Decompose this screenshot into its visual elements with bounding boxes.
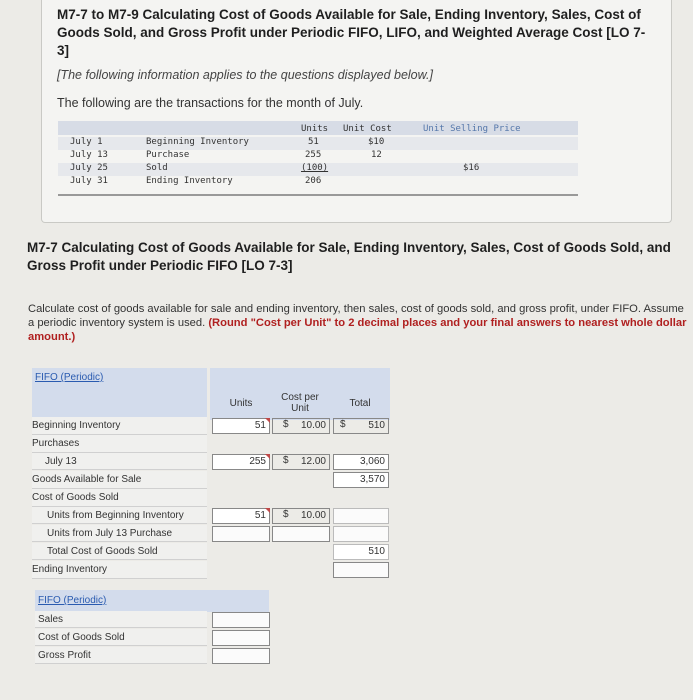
row-purchases: Purchases [32, 435, 207, 453]
question-title: M7-7 Calculating Cost of Goods Available for Sale, Ending Inventory, Sales, Cost of Goods Sold, and Gross Profit under Periodic FIFO [LO 7-3] [27, 240, 671, 273]
column-total: Total [349, 398, 371, 409]
beginning-cost-input[interactable]: 10.00 [272, 418, 330, 434]
txn-units: 255 [305, 150, 322, 160]
txn-price: $16 [463, 163, 480, 173]
cogs-beginning-units-input[interactable]: 51 [212, 508, 270, 524]
txn-date: July 1 [70, 137, 103, 147]
txn-date: July 13 [70, 150, 108, 160]
dollar-sign: $ [340, 419, 346, 430]
july13-cost-input[interactable]: 12.00 [272, 454, 330, 470]
july13-total-input[interactable]: 3,060 [333, 454, 389, 470]
total-cogs-input[interactable]: 510 [333, 544, 389, 560]
row-units-from-july13: Units from July 13 Purchase [32, 525, 207, 542]
txn-units: (100) [301, 163, 329, 173]
txn-date: July 31 [70, 176, 108, 186]
row-cost-of-goods-sold: Cost of Goods Sold [32, 489, 207, 507]
row-gross-profit: Gross Profit [35, 647, 207, 664]
txn-units: 206 [305, 176, 322, 186]
row-goods-available: Goods Available for Sale [32, 471, 207, 489]
column-cost-per-unit: Cost per Unit [281, 392, 319, 414]
header-unit-cost: Unit Cost [343, 124, 392, 134]
txn-desc: Beginning Inventory [146, 137, 249, 147]
txn-desc: Purchase [146, 150, 190, 160]
sales-input[interactable] [212, 612, 270, 628]
info-note: [The following information applies to the questions displayed below.] [57, 68, 433, 82]
answer-marker [265, 454, 270, 459]
instruction-text: Calculate cost of goods available for sale and ending inventory, then sales, cost of goods sold, and gross profit, under FIFO. Assume a periodic inventory system is used. [28, 303, 684, 329]
fifo-tab-label[interactable]: FIFO (Periodic) [35, 372, 104, 383]
header-unit-selling-price: Unit Selling Price [423, 124, 521, 134]
ending-inventory-total-input[interactable] [333, 562, 389, 578]
question-instruction [28, 302, 693, 344]
row-july-13: July 13 [32, 453, 207, 470]
gross-profit-input[interactable] [212, 648, 270, 664]
row-ending-inventory: Ending Inventory [32, 561, 207, 579]
row-beginning-inventory: Beginning Inventory [32, 417, 207, 435]
cogs-july13-total-input[interactable] [333, 526, 389, 542]
transactions-table [58, 121, 578, 195]
cogs-july13-units-input[interactable] [212, 526, 270, 542]
txn-cost: 12 [371, 150, 382, 160]
cogs-input-2[interactable] [212, 630, 270, 646]
dollar-sign: $ [283, 419, 289, 430]
table-row [58, 163, 578, 176]
row-cogs-2: Cost of Goods Sold [35, 629, 207, 646]
table-row [58, 137, 578, 150]
beginning-total-input[interactable]: 510 [333, 418, 389, 434]
txn-desc: Sold [146, 163, 168, 173]
row-units-from-beginning: Units from Beginning Inventory [32, 507, 207, 524]
problem-title: M7-7 to M7-9 Calculating Cost of Goods Available for Sale, Ending Inventory, Sales, Cost of Goods Sold, and Gross Profit under Periodic FIFO, LIFO, and Weighted Average Cost [LO 7-3] [57, 7, 646, 58]
goods-available-total-input[interactable]: 3,570 [333, 472, 389, 488]
answer-marker [265, 508, 270, 513]
answer-marker [265, 418, 270, 423]
table-bottom-rule [58, 194, 578, 196]
row-sales: Sales [35, 611, 207, 628]
row-total-cogs: Total Cost of Goods Sold [32, 543, 207, 560]
dollar-sign: $ [283, 455, 289, 466]
beginning-units-input[interactable]: 51 [212, 418, 270, 434]
july13-units-input[interactable]: 255 [212, 454, 270, 470]
txn-units: 51 [308, 137, 319, 147]
txn-date: July 25 [70, 163, 108, 173]
cogs-beginning-total-input[interactable] [333, 508, 389, 524]
cogs-july13-cost-input[interactable] [272, 526, 330, 542]
txn-cost: $10 [368, 137, 385, 147]
intro-text: The following are the transactions for the month of July. [57, 96, 364, 110]
instruction-rounding: (Round "Cost per Unit" to 2 decimal places and your final answers to nearest whole dollar amount.) [28, 317, 687, 343]
table-row [58, 176, 578, 189]
cogs-beginning-cost-input[interactable]: 10.00 [272, 508, 330, 524]
table-row [58, 150, 578, 163]
dollar-sign: $ [283, 509, 289, 520]
header-units: Units [301, 124, 329, 134]
fifo-tab-label-2[interactable]: FIFO (Periodic) [38, 595, 107, 606]
column-units: Units [229, 398, 253, 409]
txn-desc: Ending Inventory [146, 176, 233, 186]
